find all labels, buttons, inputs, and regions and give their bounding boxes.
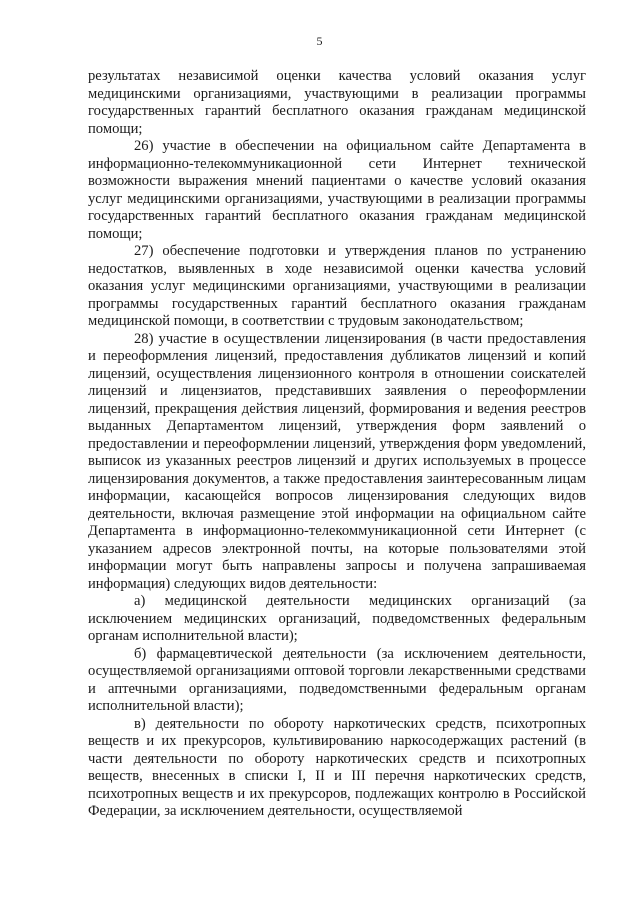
paragraph-continuation: результатах независимой оценки качества условий оказания услуг медицинскими организациями, участвующими в реализации программы государственных гарантий бесплатного оказания гражданам медицинской помощи; (88, 68, 586, 137)
paragraph-item-28: 28) участие в осуществлении лицензирования (в части предоставления и переоформления лицензий, предоставления дубликатов лицензий и копий лицензий, осуществления лицензионного контроля в отношении соискателей лицензий и лицензиатов, представивших заявления о переоформлении лицензий, прекращения действия лицензий, формирования и ведения реестров выданных Департаментом лицензий, утверждения форм заявлений о предоставлении и переоформлении лицензий, утверждения форм уведомлений, выписок из указанных реестров лицензий и других используемых в процессе лицензирования документов, а также предоставления заинтересованным лицам информации, касающейся вопросов лицензирования следующих видов деятельности, включая размещение этой информации на официальном сайте Департамента в информационно-телекоммуникационной сети Интернет (с указанием адресов электронной почты, на которые пользователями этой информации могут быть направлены запросы и получена запрашиваемая информация) следующих видов деятельности: (88, 330, 586, 592)
page-number: 5 (316, 34, 323, 48)
document-body (88, 68, 586, 821)
paragraph-subitem-b: б) фармацевтической деятельности (за исключением деятельности, осуществляемой организациями оптовой торговли лекарственными средствами и аптечными организациями, подведомственными федеральным органам исполнительной власти); (88, 645, 586, 714)
paragraph-item-27: 27) обеспечение подготовки и утверждения планов по устранению недостатков, выявленных в ходе независимой оценки качества условий оказания услуг медицинскими организациями, участвующими в реализации программы государственных гарантий бесплатного оказания гражданам медицинской помощи, в соответствии с трудовым законодательством; (88, 243, 586, 329)
paragraph-item-26: 26) участие в обеспечении на официальном сайте Департамента в информационно-телекоммуникационной сети Интернет технической возможности выражения мнений пациентами о качестве условий оказания услуг медицинскими организациями, участвующими в реализации программы государственных гарантий бесплатного оказания гражданам медицинской помощи; (88, 138, 586, 242)
paragraph-subitem-v: в) деятельности по обороту наркотических средств, психотропных веществ и их прекурсоров, культивированию наркосодержащих растений (в части деятельности по обороту наркотических средств и психотропных веществ, внесенных в списки I, II и III перечня наркотических средств, психотропных веществ и их прекурсоров, подлежащих контролю в Российской Федерации, за исключением деятельности, осуществляемой (88, 715, 586, 819)
paragraph-subitem-a: а) медицинской деятельности медицинских организаций (за исключением медицинских организаций, подведомственных федеральным органам исполнительной власти); (88, 593, 586, 644)
